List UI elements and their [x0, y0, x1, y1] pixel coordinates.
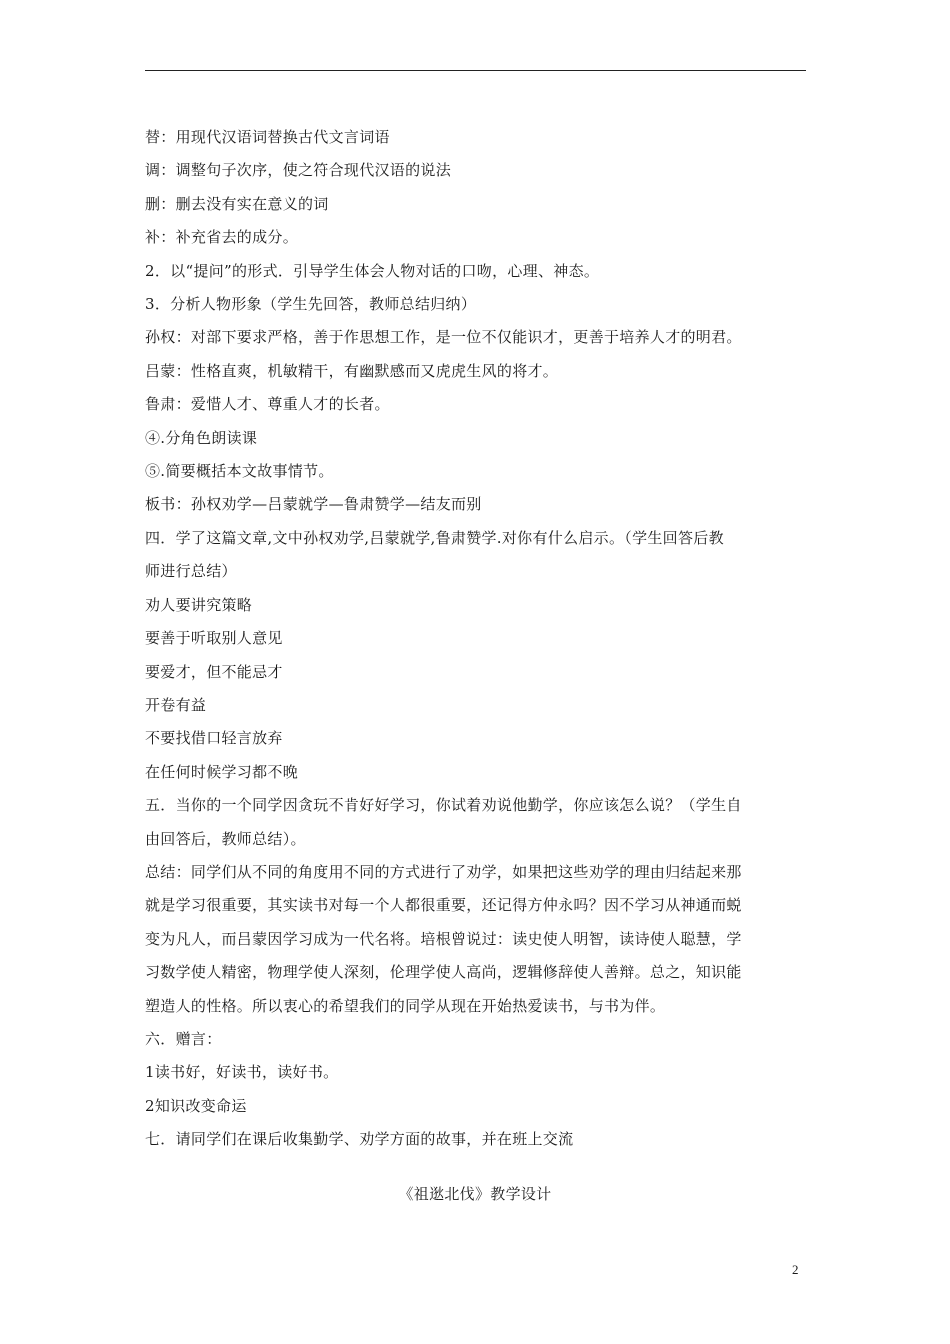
text-line: 习数学使人精密，物理学使人深刻，伦理学使人高尚，逻辑修辞使人善辩。总之，知识能 — [145, 963, 742, 982]
header-rule — [145, 70, 806, 71]
text-line: 1读书好，好读书，读好书。 — [145, 1063, 339, 1082]
page-number: 2 — [792, 1262, 799, 1277]
text-line: 删：删去没有实在意义的词 — [145, 194, 329, 213]
text-line: 不要找借口轻言放弃 — [145, 729, 283, 748]
text-line: 3．分析人物形象（学生先回答，教师总结归纳） — [145, 295, 477, 314]
text-line: 塑造人的性格。所以衷心的希望我们的同学从现在开始热爱读书，与书为伴。 — [145, 996, 666, 1015]
text-line: ⑤.简要概括本文故事情节。 — [145, 462, 334, 481]
text-line: 孙权：对部下要求严格，善于作思想工作，是一位不仅能识才，更善于培养人才的明君。 — [145, 328, 742, 347]
text-line: 总结：同学们从不同的角度用不同的方式进行了劝学，如果把这些劝学的理由归结起来那 — [145, 862, 742, 881]
text-line: 要善于听取别人意见 — [145, 629, 283, 648]
text-line: 由回答后，教师总结）。 — [145, 829, 306, 848]
text-line: 六．赠言： — [145, 1029, 222, 1048]
text-line: 鲁肃：爱惜人才、尊重人才的长者。 — [145, 395, 390, 414]
page-body — [145, 121, 813, 1157]
text-line: 板书：孙权劝学—吕蒙就学—鲁肃赞学—结友而别 — [145, 495, 482, 514]
text-line: 七．请同学们在课后收集勤学、劝学方面的故事，并在班上交流 — [145, 1130, 574, 1149]
text-line: 2知识改变命运 — [145, 1096, 247, 1115]
text-line: 五．当你的一个同学因贪玩不肯好好学习，你试着劝说他勤学，你应该怎么说？（学生自 — [145, 796, 742, 815]
text-line: 补：补充省去的成分。 — [145, 228, 299, 247]
text-line: 替：用现代汉语词替换古代文言词语 — [145, 128, 390, 146]
text-line: 开卷有益 — [145, 695, 207, 714]
text-line: 2．以“提问”的形式．引导学生体会人物对话的口吻，心理、神态。 — [145, 261, 600, 280]
text-line: 师进行总结） — [145, 562, 237, 581]
next-section-title: 《祖逖北伐》教学设计 — [398, 1185, 552, 1203]
text-line: 要爱才，但不能忌才 — [145, 662, 283, 681]
text-line: 在任何时候学习都不晚 — [145, 762, 299, 781]
text-line: 劝人要讲究策略 — [145, 595, 253, 614]
text-line: 四．学了这篇文章,文中孙权劝学,吕蒙就学,鲁肃赞学.对你有什么启示。（学生回答后教 — [145, 528, 724, 547]
text-line: 吕蒙：性格直爽，机敏精干，有幽默感而又虎虎生风的将才。 — [145, 361, 559, 380]
text-line: ④.分角色朗读课 — [145, 428, 258, 447]
text-line: 变为凡人，而吕蒙因学习成为一代名将。培根曾说过：读史使人明智，读诗使人聪慧，学 — [145, 929, 742, 948]
text-line: 调：调整句子次序，使之符合现代汉语的说法 — [145, 161, 452, 180]
text-line: 就是学习很重要，其实读书对每一个人都很重要，还记得方仲永吗？因不学习从神通而蜕 — [145, 896, 742, 915]
